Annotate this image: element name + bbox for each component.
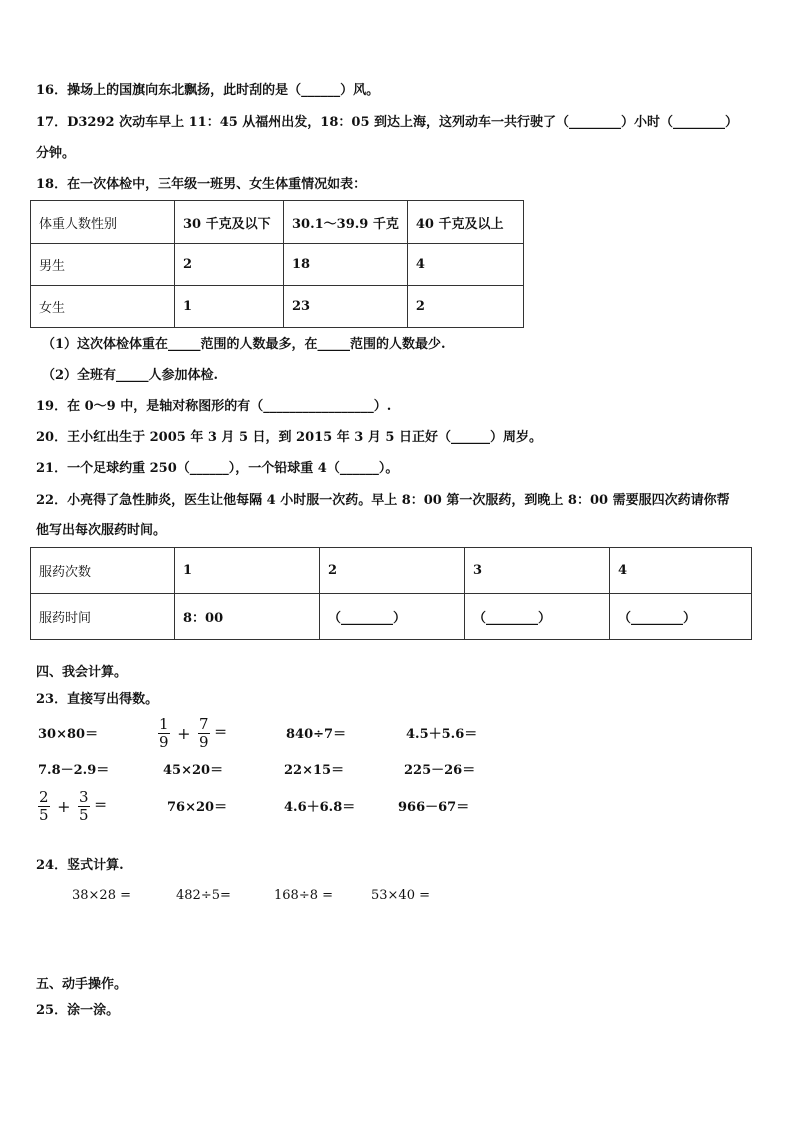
calc-item: 30×80＝ (38, 727, 99, 742)
fraction (198, 716, 210, 751)
table-cell: 18 (284, 244, 408, 286)
table-cell: 4 (610, 548, 752, 594)
calc-fraction-expression (38, 789, 107, 824)
table-row (31, 286, 524, 328)
question-19: 19．在 0～9 中，是轴对称图形的有（_________________）. (36, 399, 392, 414)
plus-sign: + (57, 796, 71, 816)
vertical-calc-item: 482÷5= (176, 888, 231, 903)
numerator: 1 (159, 715, 169, 733)
calc-item: 4.6＋6.8＝ (284, 800, 356, 815)
calc-item: 22×15＝ (284, 763, 345, 778)
section-heading-5: 五、动手操作。 (36, 977, 128, 992)
vertical-calc-item: 53×40 = (371, 888, 431, 903)
table-cell: 4 (407, 244, 523, 286)
question-25: 25．涂一涂。 (36, 1003, 120, 1018)
weight-table (30, 200, 524, 328)
denominator: 9 (159, 733, 169, 751)
fraction (78, 789, 90, 824)
equals-sign: ＝ (94, 798, 108, 814)
table-header-cell: 30.1～39.9 千克 (284, 201, 408, 244)
calc-item: 840÷7＝ (286, 727, 347, 742)
table-cell: 8：00 (175, 594, 320, 640)
plus-sign: + (177, 723, 191, 743)
question-20: 20．王小红出生于 2005 年 3 月 5 日，到 2015 年 3 月 5 日正好（______）周岁。 (36, 430, 542, 445)
calc-item: 225－26＝ (404, 763, 476, 778)
question-17-line2: 分钟。 (36, 146, 76, 161)
question-22-line1: 22．小亮得了急性肺炎，医生让他每隔 4 小时服一次药。早上 8：00 第一次服药，到晚上 8：00 需要服四次药请你帮 (36, 493, 730, 508)
calc-item: 966－67＝ (398, 800, 470, 815)
fraction (158, 716, 170, 751)
section-heading-4: 四、我会计算。 (36, 665, 128, 680)
answer-blank[interactable]: （________） (465, 594, 610, 640)
question-18-part2: （2）全班有_____人参加体检. (42, 368, 219, 383)
calc-item: 45×20＝ (163, 763, 224, 778)
table-cell: 1 (175, 286, 284, 328)
numerator: 2 (39, 788, 49, 806)
question-24: 24．竖式计算. (36, 858, 124, 873)
fraction (38, 789, 50, 824)
equals-sign: ＝ (214, 725, 228, 741)
denominator: 5 (79, 806, 89, 824)
table-cell: 23 (284, 286, 408, 328)
question-23: 23．直接写出得数。 (36, 692, 159, 707)
table-cell: 男生 (31, 244, 175, 286)
question-18: 18．在一次体检中，三年级一班男、女生体重情况如表： (36, 177, 367, 192)
table-header-cell: 30 千克及以下 (175, 201, 284, 244)
numerator: 3 (79, 788, 89, 806)
calc-fraction-expression (158, 716, 227, 751)
table-cell: 女生 (31, 286, 175, 328)
calc-item: 4.5＋5.6＝ (406, 727, 478, 742)
question-18-part1: （1）这次体检体重在_____范围的人数最多，在_____范围的人数最少. (42, 337, 446, 352)
calc-item: 7.8－2.9＝ (38, 763, 110, 778)
table-cell: 服药时间 (31, 594, 175, 640)
denominator: 5 (39, 806, 49, 824)
table-header-cell: 40 千克及以上 (407, 201, 523, 244)
table-header-cell: 体重人数性别 (31, 201, 175, 244)
table-row (31, 244, 524, 286)
vertical-calc-item: 38×28 = (72, 888, 132, 903)
vertical-calc-item: 168÷8 = (274, 888, 334, 903)
table-cell: 1 (175, 548, 320, 594)
question-22-line2: 他写出每次服药时间。 (36, 523, 167, 538)
denominator: 9 (199, 733, 209, 751)
table-cell: 2 (407, 286, 523, 328)
question-17-line1: 17．D3292 次动车早上 11：45 从福州出发，18：05 到达上海，这列动车一共行驶了（________）小时（________） (36, 115, 739, 130)
table-cell: 2 (175, 244, 284, 286)
question-21: 21．一个足球约重 250（______），一个铅球重 4（______）。 (36, 461, 399, 476)
numerator: 7 (199, 715, 209, 733)
table-cell: 服药次数 (31, 548, 175, 594)
answer-blank[interactable]: （________） (320, 594, 465, 640)
calc-item: 76×20＝ (167, 800, 228, 815)
answer-blank[interactable]: （________） (610, 594, 752, 640)
medicine-table (30, 547, 752, 640)
table-row (31, 548, 752, 594)
weight-table-header-row (31, 201, 524, 244)
table-cell: 2 (320, 548, 465, 594)
table-row (31, 594, 752, 640)
question-16: 16．操场上的国旗向东北飘扬，此时刮的是（______）风。 (36, 83, 380, 98)
table-cell: 3 (465, 548, 610, 594)
